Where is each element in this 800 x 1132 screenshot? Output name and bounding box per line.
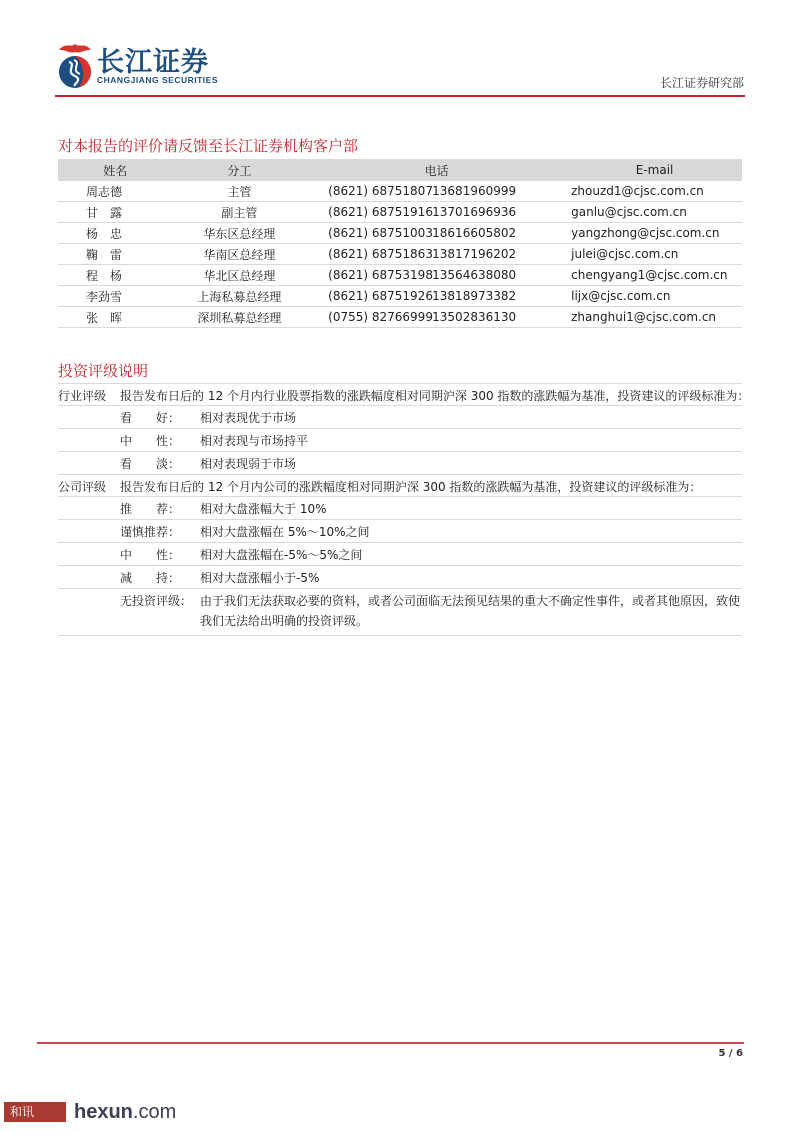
contact-name: 周志德 (58, 181, 172, 202)
contact-role: 副主管 (172, 202, 306, 223)
rating-value: 相对表现弱于市场 (200, 457, 297, 471)
table-row (58, 202, 742, 223)
page-number: 5 / 6 (718, 1048, 743, 1059)
rating-value: 相对大盘涨幅小于-5% (200, 571, 320, 585)
rating-key: 中 性： (120, 434, 181, 448)
contact-name: 甘 露 (58, 202, 172, 223)
footer-divider (37, 1042, 744, 1044)
mobile-phone: 13502836130 (432, 310, 517, 324)
contact-table (58, 159, 742, 328)
table-row (58, 244, 742, 265)
mobile-phone: 13681960999 (432, 184, 517, 198)
contact-phone (306, 286, 567, 307)
rating-section-title: 投资评级说明 (58, 362, 149, 380)
contact-email[interactable]: julei@cjsc.com.cn (567, 244, 742, 265)
industry-rating-desc: 报告发布日后的 12 个月内行业股票指数的涨跌幅度相对同期沪深 300 指数的涨跌幅为基准，投资建议的评级标准为： (120, 389, 750, 403)
rating-value: 相对表现优于市场 (200, 411, 297, 425)
office-phone: (8621) 68753198 (328, 268, 433, 282)
column-header-role: 分工 (172, 159, 306, 181)
hexun-badge-icon (4, 1102, 66, 1122)
hexun-wordmark-domain: .com (132, 1100, 177, 1123)
office-phone: (8621) 68751916 (328, 205, 433, 219)
rating-item (58, 543, 742, 566)
rating-item (58, 589, 742, 636)
table-row (58, 265, 742, 286)
rating-value: 相对大盘涨幅在-5%～5%之间 (200, 548, 363, 562)
logo-english-name: CHANGJIANG SECURITIES (97, 75, 219, 85)
contact-phone (306, 307, 567, 328)
rating-item (58, 406, 742, 429)
page-header (0, 0, 800, 100)
rating-key: 减 持： (120, 571, 181, 585)
company-rating-row (58, 475, 742, 497)
rating-key: 无投资评级： (120, 594, 193, 608)
rating-value: 由于我们无法获取必要的资料，或者公司面临无法预见结果的重大不确定性事件，或者其他原因，致使我们无法给出明确的投资评级。 (200, 594, 741, 628)
table-row (58, 223, 742, 244)
rating-value: 相对大盘涨幅在 5%～10%之间 (200, 525, 370, 539)
industry-rating-row (58, 383, 750, 406)
contact-email[interactable]: ganlu@cjsc.com.cn (567, 202, 742, 223)
contact-name: 李劲雪 (58, 286, 172, 307)
rating-value: 相对大盘涨幅大于 10% (200, 502, 327, 516)
logo-chinese-name: 长江证券 (97, 47, 209, 78)
contact-email[interactable]: yangzhong@cjsc.com.cn (567, 223, 742, 244)
contact-email[interactable]: chengyang1@cjsc.com.cn (567, 265, 742, 286)
rating-item (58, 452, 742, 475)
hexun-watermark (4, 1102, 176, 1122)
office-phone: (8621) 68751926 (328, 289, 433, 303)
office-phone: (0755) 82766999 (328, 310, 433, 324)
contact-phone (306, 265, 567, 286)
company-rating-desc: 报告发布日后的 12 个月内公司的涨跌幅度相对同期沪深 300 指数的涨跌幅为基准，投资建议的评级标准为： (120, 480, 702, 494)
header-divider (55, 95, 745, 97)
hexun-wordmark (74, 1101, 176, 1124)
mobile-phone: 13817196202 (432, 247, 517, 261)
column-header-name: 姓名 (58, 159, 172, 181)
contact-phone (306, 181, 567, 202)
mobile-phone: 13564638080 (432, 268, 517, 282)
contact-role: 主管 (172, 181, 306, 202)
contact-role: 深圳私募总经理 (172, 307, 306, 328)
contact-email[interactable]: zhanghui1@cjsc.com.cn (567, 307, 742, 328)
rating-item (58, 497, 742, 520)
feedback-section-title: 对本报告的评价请反馈至长江证券机构客户部 (58, 137, 359, 155)
contact-name: 程 杨 (58, 265, 172, 286)
rating-key: 看 淡： (120, 457, 181, 471)
contact-role: 华南区总经理 (172, 244, 306, 265)
office-phone: (8621) 68751863 (328, 247, 433, 261)
contact-email[interactable]: lijx@cjsc.com.cn (567, 286, 742, 307)
table-row (58, 286, 742, 307)
contact-phone (306, 223, 567, 244)
company-logo (55, 40, 245, 90)
rating-key: 谨慎推荐： (120, 525, 181, 539)
hexun-wordmark-bold: hexun (74, 1100, 133, 1123)
industry-rating-label: 行业评级 (58, 389, 107, 403)
table-header-row (58, 159, 742, 181)
rating-key: 中 性： (120, 548, 181, 562)
rating-value: 相对表现与市场持平 (200, 434, 309, 448)
mobile-phone: 13818973382 (432, 289, 517, 303)
office-phone: (8621) 68751003 (328, 226, 433, 240)
rating-explanation (58, 383, 750, 636)
contact-phone (306, 202, 567, 223)
office-phone: (8621) 68751807 (328, 184, 433, 198)
table-row (58, 181, 742, 202)
contact-role: 上海私募总经理 (172, 286, 306, 307)
mobile-phone: 18616605802 (432, 226, 517, 240)
contact-phone (306, 244, 567, 265)
rating-key: 推 荐： (120, 502, 181, 516)
rating-item (58, 520, 742, 543)
rating-key: 看 好： (120, 411, 181, 425)
table-row (58, 307, 742, 328)
rating-item (58, 566, 742, 589)
contact-name: 杨 忠 (58, 223, 172, 244)
changjiang-emblem-icon (55, 40, 95, 92)
contact-name: 张 晖 (58, 307, 172, 328)
contact-role: 华东区总经理 (172, 223, 306, 244)
column-header-email: E-mail (567, 159, 742, 181)
department-label: 长江证券研究部 (659, 76, 744, 90)
company-rating-label: 公司评级 (58, 480, 107, 494)
contact-name: 鞠 雷 (58, 244, 172, 265)
rating-item (58, 429, 742, 452)
column-header-phone: 电话 (306, 159, 567, 181)
contact-email[interactable]: zhouzd1@cjsc.com.cn (567, 181, 742, 202)
hexun-badge-text: 和讯 (10, 1105, 35, 1119)
mobile-phone: 13701696936 (432, 205, 517, 219)
contact-role: 华北区总经理 (172, 265, 306, 286)
